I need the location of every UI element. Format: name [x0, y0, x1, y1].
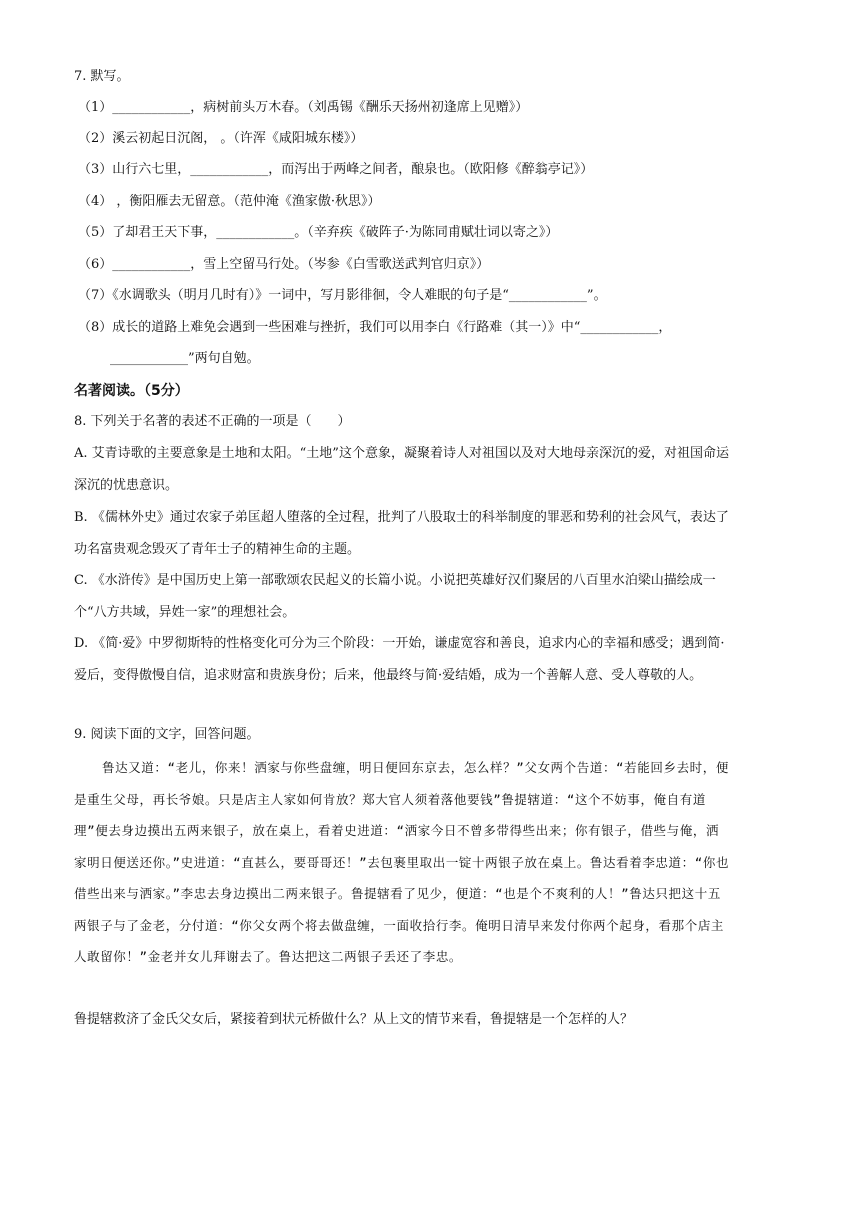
q9-stem: 9. 阅读下面的文字，回答问题。: [74, 727, 260, 742]
q8-option-b: B. 《儒林外史》通过农家子弟匡超人堕落的全过程，批判了八股取士的科举制度的罪恶和势利的社会风气，表达了功名富贵观念毁灭了青年士子的精神生命的主题。: [74, 510, 729, 557]
q7-item-2: （2）溪云初起日沉阁， 。（许浑《咸阳城东楼》）: [78, 131, 364, 146]
q7-item-3: （3）山行六七里，____________，而泻出于两峰之间者，酿泉也。（欧阳修《醉翁亭记》）: [78, 162, 594, 177]
q9-passage: 鲁达又道：“老儿，你来！洒家与你些盘缠，明日便回东京去，怎么样？”父女两个告道：“若能回乡去时，便是重生父母，再长爷娘。只是店主人家如何肯放？郑大官人须着落他要钱”鲁提辖道：“这个不妨事，俺自有道理”便去身边摸出五两来银子，放在桌上，看着史进道：“洒家今日不曾多带得些出来；你有银子，借些与俺，洒家明日便送还你。”史进道：“直甚么，要哥哥还！”去包裹里取出一锭十两银子放在桌上。鲁达看着李忠道：“你也借些出来与洒家。”李忠去身边摸出二两来银子。鲁提辖看了见少，便道：“也是个不爽利的人！”鲁达只把这十五两银子与了金老，分付道：“你父女两个将去做盘缠，一面收拾行李。俺明日清早来发付你两个起身，看那个店主人敢留你！”金老并女儿拜谢去了。鲁达把这二两银子丢还了李忠。: [74, 760, 730, 964]
q7-item-8: （8）成长的道路上难免会遇到一些困难与挫折，我们可以用李白《行路难（其一）》中“____________，: [78, 320, 672, 335]
q7-item-7: （7）《水调歌头（明月几时有）》一词中，写月影徘徊，令人难眠的句子是“____________”。: [78, 288, 607, 303]
section-title: 名著阅读。（5分）: [74, 383, 189, 399]
q7-item-1: （1）____________，病树前头万木春。（刘禹锡《酬乐天扬州初逢席上见赠》）: [78, 100, 529, 115]
q8-option-c: C. 《水浒传》是中国历史上第一部歌颂农民起义的长篇小说。小说把英雄好汉们聚居的八百里水泊梁山描绘成一个“八方共域，异姓一家”的理想社会。: [74, 573, 716, 620]
q8-option-d: D. 《简·爱》中罗彻斯特的性格变化可分为三个阶段：一开始，谦虚宽容和善良，追求内心的幸福和感受；遇到简·爱后，变得傲慢自信，追求财富和贵族身份；后来，他最终与简·爱结婚，成为一个善解人意、受人尊敬的人。: [74, 636, 725, 683]
q7-item-6: （6）____________，雪上空留马行处。（岑参《白雪歌送武判官归京》）: [78, 257, 490, 272]
q7-item-5: （5）了却君王天下事，____________。（辛弃疾《破阵子·为陈同甫赋壮词以寄之》）: [78, 225, 559, 240]
q8-option-a: A. 艾青诗歌的主要意象是土地和太阳。“土地”这个意象，凝聚着诗人对祖国以及对大地母亲深沉的爱，对祖国命运深沉的忧患意识。: [74, 446, 729, 493]
q8-stem: 8. 下列关于名著的表述不正确的一项是（ ）: [74, 414, 351, 429]
q7-item-8-cont: ____________”两句自勉。: [110, 351, 260, 366]
q7-item-4: （4） ，衡阳雁去无留意。（范仲淹《渔家傲·秋思》）: [78, 194, 381, 209]
q9-question: 鲁提辖救济了金氏父女后，紧接着到状元桥做什么？从上文的情节来看，鲁提辖是一个怎样的人？: [74, 1012, 634, 1027]
q7-stem: 7. 默写。: [74, 69, 130, 84]
